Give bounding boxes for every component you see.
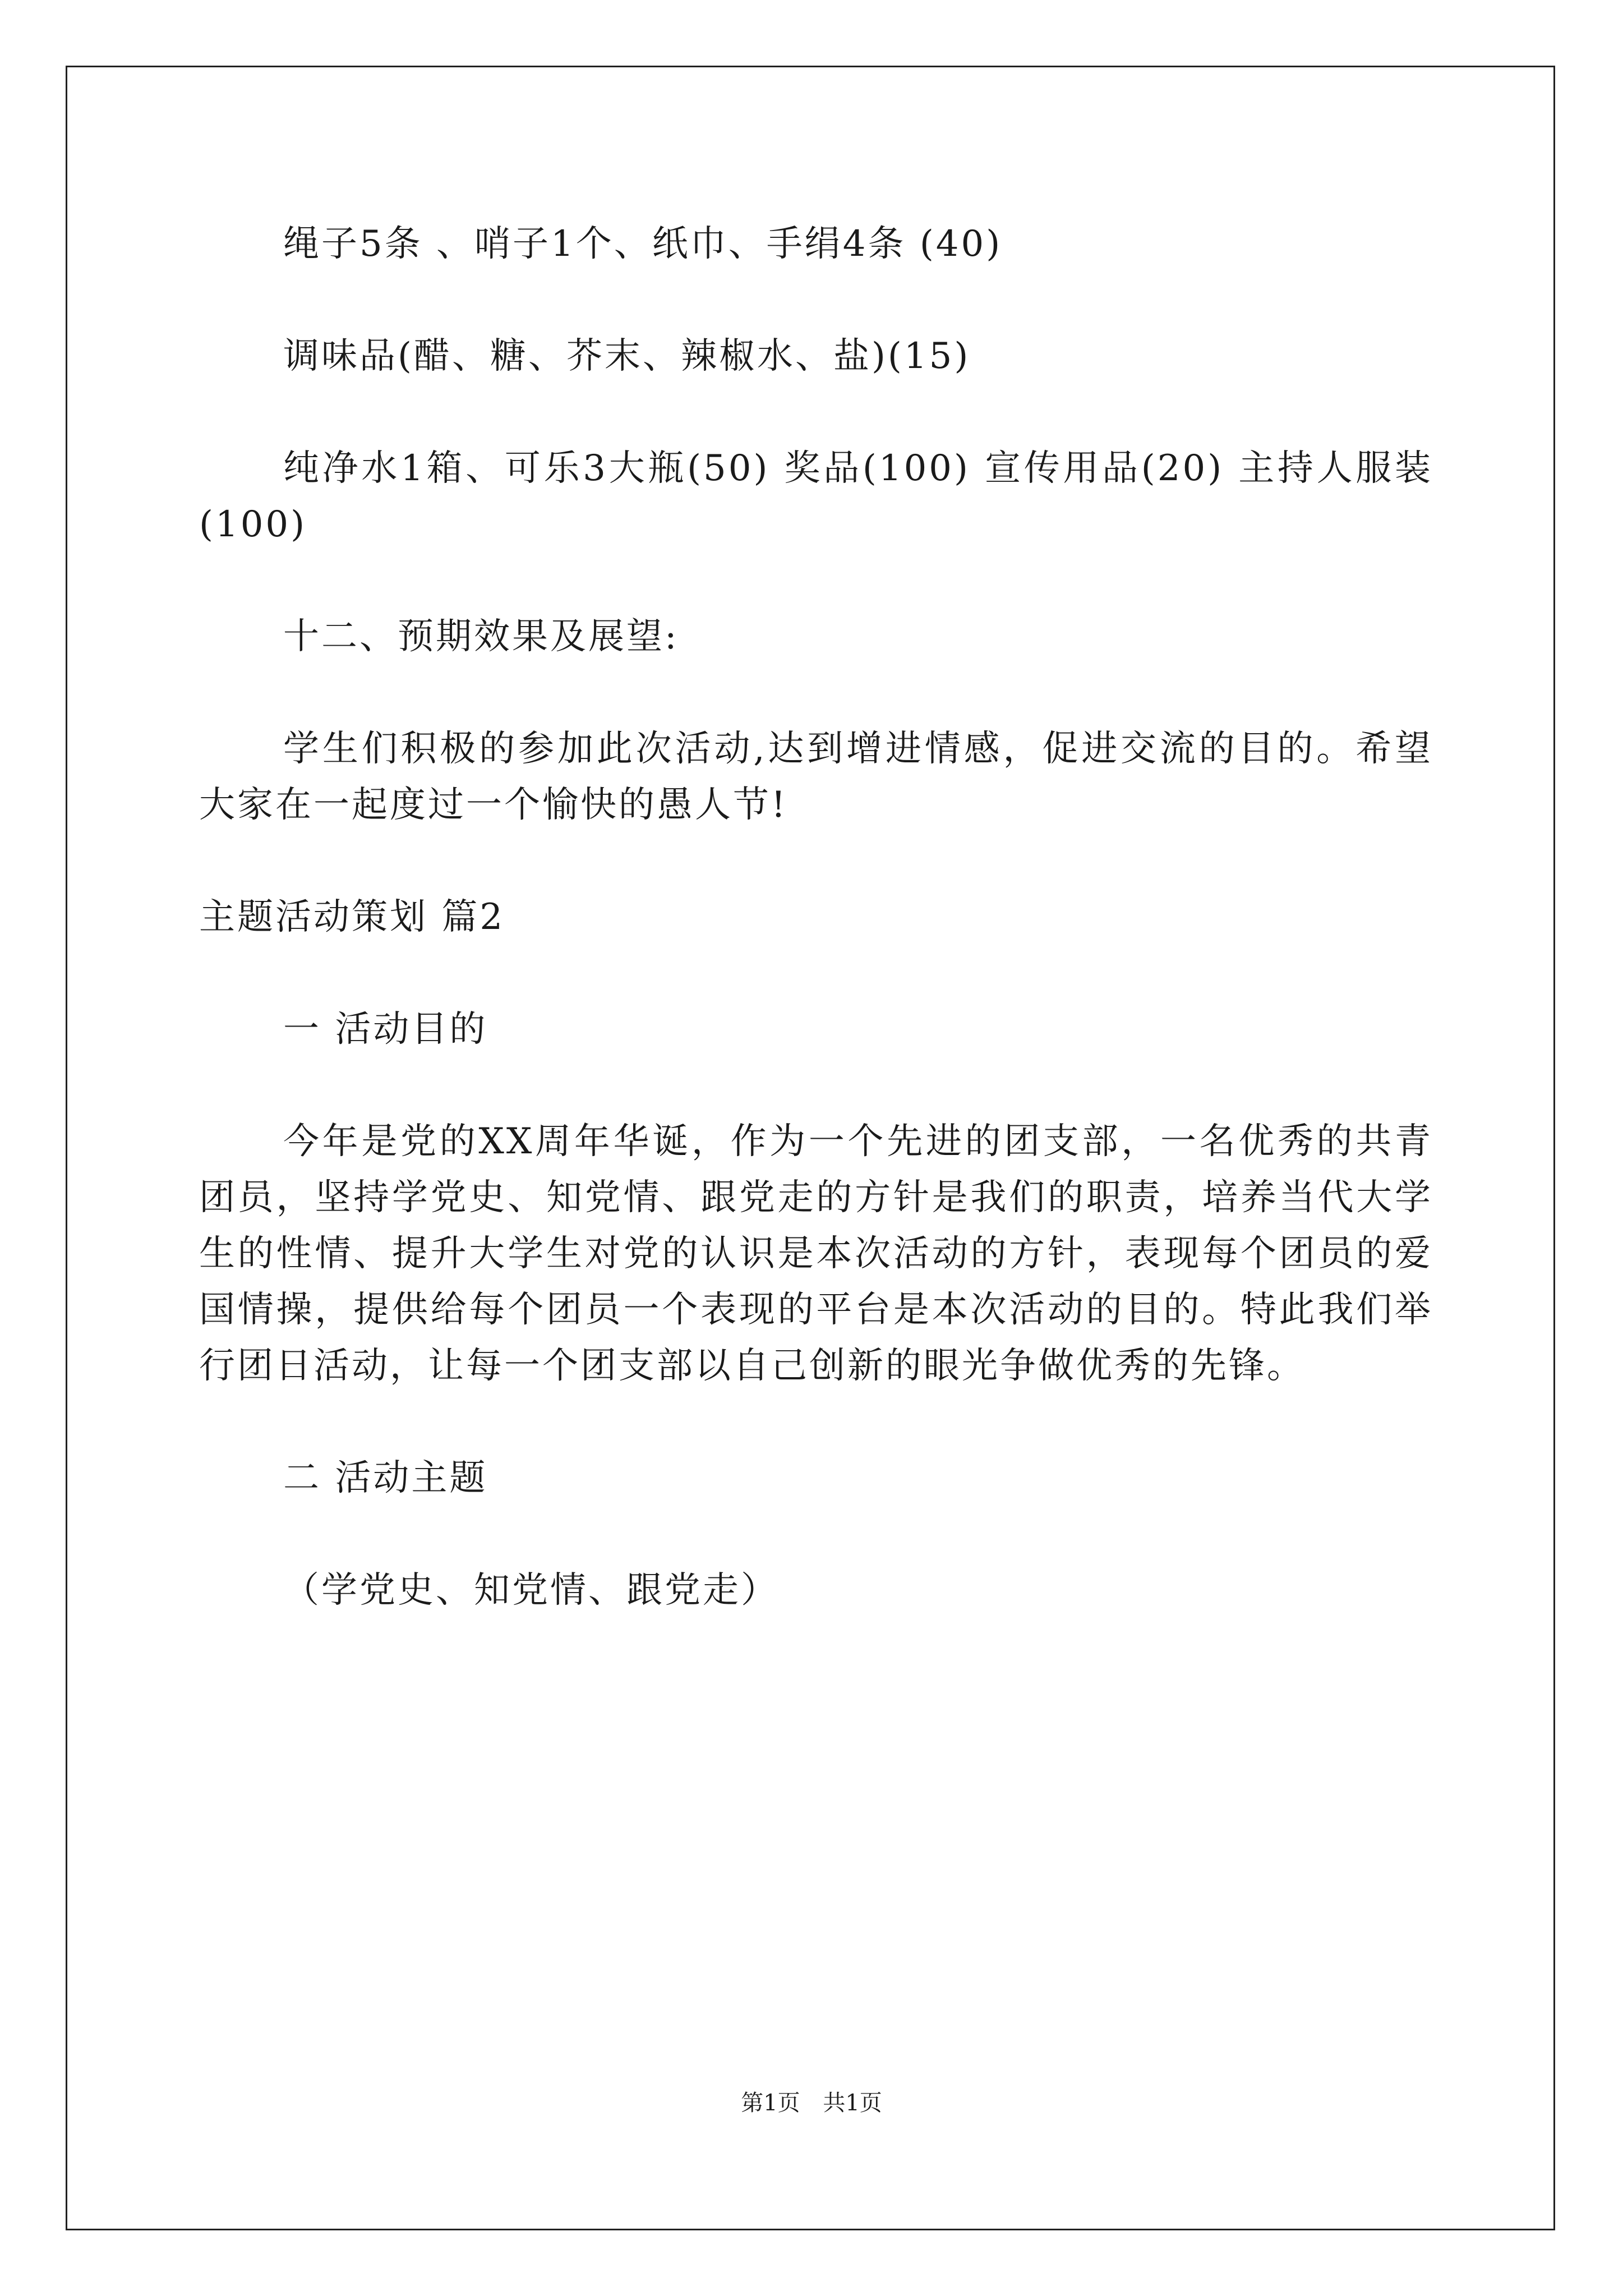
article-title: 主题活动策划 篇2 [199,896,505,938]
page-number-current: 第1页 [741,2090,800,2116]
paragraph-supplies-condiments: 调味品(醋、糖、芥末、辣椒水、盐)(15) [283,335,971,377]
paragraph-supplies-rope: 绳子5条 、哨子1个、纸巾、手绢4条 (40) [283,223,1003,265]
page-footer [0,2090,1623,2116]
section-heading-expected-effect: 十二、预期效果及展望: [283,616,679,657]
section-heading-activity-theme: 二 活动主题 [283,1457,488,1499]
paragraph-expected-effect: 学生们积极的参加此次活动,达到增进情感，促进交流的目的。希望大家在一起度过一个愉快的愚人节! [199,728,1433,826]
paragraph-activity-theme: （学党史、知党情、跟党走） [283,1570,779,1611]
document-body [199,216,1433,1674]
paragraph-supplies-water: 纯净水1箱、可乐3大瓶(50) 奖品(100) 宣传用品(20) 主持人服装(100) [199,448,1433,545]
paragraph-activity-purpose: 今年是党的XX周年华诞，作为一个先进的团支部，一名优秀的共青团员，坚持学党史、知党情、跟党走的方针是我们的职责，培养当代大学生的性情、提升大学生对党的认识是本次活动的方针，表现每个团员的爱国情操，提供给每个团员一个表现的平台是本次活动的目的。特此我们举行团日活动，让每一个团支部以自己创新的眼光争做优秀的先锋。 [199,1121,1433,1387]
section-heading-activity-purpose: 一 活动目的 [283,1009,488,1050]
page-number-total: 共1页 [823,2090,882,2116]
